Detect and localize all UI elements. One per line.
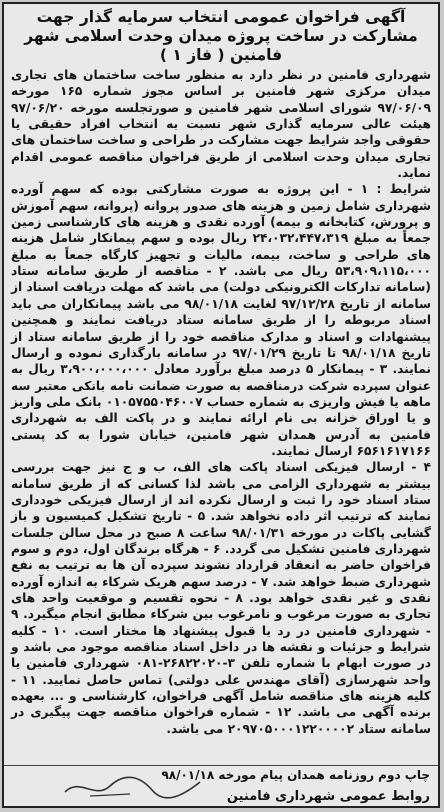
ad-footer (4, 765, 438, 806)
ad-conditions-continued-paragraph: ۴ - ارسال فیزیکی اسناد پاکت های الف، ب و ج نیز جهت بررسی بیشتر به شهرداری الزامی می باشد لذا کسانی که از طریق سامانه ستاد اسناد خود را ثبت و ارسال نکرده اند از ارسال فیزیکی خودداری نمایند که ترتیب اثر داده نخواهد شد. ۵ - تاریخ تشکیل کمیسیون و باز گشایی پاکات در مورخه ۹۸/۰۱/۳۱ ساعت ۸ صبح در محل سالن جلسات شهرداری فامنین تشکیل می گردد. ۶ - هرگاه برندگان اول، دوم و سوم فراخوان حاضر به انعقاد قرارداد نشوند سپرده آن ها به ترتیب به نفع شهرداری ضبط خواهد شد. ۷ - درصد سهم هریک شرکاء به اندازه آورده نقدی و غیر نقدی خواهد بود. ۸ - نحوه تقسیم و موقعیت واحد های تجاری به صورت مرغوب و نامرغوب بین شرکاء مطابق انجام میگیرد. ۹ - شهرداری فامنین در رد یا قبول پیشنهاد ها مختار است. ۱۰ - کلیه شرایط و جزئیات و نقشه ها در داخل اسناد مناقصه موجود می باشد و در صورت ابهام با شماره تلفن ۳-۲۶۸۲۲۰۲۰-۰۸۱ شهرداری فامنین یا واحد شهرسازی (آقای مهندس علی دولتی) تماس حاصل نمایید. ۱۱ - کلیه هزینه های مناقصه شامل آگهی فراخوان، کارشناسی و ... بعهده برنده آگهی می باشد. ۱۲ - شماره فراخوان مناقصه جهت پیگیری در سامانه ستاد ۲۰۹۷۰۵۰۰۰۱۲۲۰۰۰۰۲ می باشد. (11, 460, 432, 736)
print-date-line: چاپ دوم روزنامه همدان پیام مورخه ۹۸/۰۱/۱۸ (161, 768, 430, 782)
ad-conditions-paragraph: شرایط : ۱ - این پروژه به صورت مشارکتی بوده که سهم آورده شهرداری شامل زمین و هزینه های صدور پروانه (پروانه، سهم آموزش و پرورش، کتابخانه و بیمه) آورده نقدی و هزینه های کارشناسی زمین جمعاً به مبلغ ۲۴،۰۳۲،۴۴۷،۳۱۹ ریال بوده و سهم پیمانکار شامل هزینه های طراحی و ساخت، بیمه، مالیات و تجهیز کارگاه جمعاً به مبلغ ۵۳،۹۰۹،۱۱۵،۰۰۰ ریال می باشد. ۲ - مناقصه از طریق سامانه ستاد (سامانه تدارکات الکترونیکی دولت) می باشد که مهلت دریافت اسناد از سامانه از تاریخ ۹۷/۱۲/۲۸ لغایت ۹۸/۰۱/۱۸ می باشد پیمانکاران می باید اسناد مربوطه را از طریق سامانه ستاد دریافت نمایند و همچنین پیشنهادات و اسناد و مدارک مناقصه خود را از طریق سامانه ستاد از تاریخ ۹۸/۰۱/۱۸ تا تاریخ ۹۷/۰۱/۲۹ در سامانه بارگذاری نموده و ارسال نمایند. ۳ - پیمانکار ۵ درصد مبلغ برآورد معادل ۳،۹۰۰،۰۰۰،۰۰۰ ریال به عنوان سپرده شرکت درمناقصه به صورت ضمانت نامه بانکی معتبر سه ماهه یا فیش واریزی به شماره حساب ۰۱۰۵۷۵۵۰۴۶۰۰۷ بانک ملی واریز و یا اوراق خزانه بی نام ارائه نمایند و در پاکت الف به شهرداری فامنین به آدرس همدان شهر فامنین، خیابان شورا به کد پستی ۶۵۶۱۶۱۷۱۶۶ ارسال نمایند. (11, 182, 432, 458)
ad-intro-paragraph: شهرداری فامنین در نظر دارد به منظور ساخت ساختمان های تجاری میدان مرکزی شهر فامنین بر اساس مجوز شماره ۱۶۵ مورخه ۹۷/۰۶/۰۹ شورای اسلامی شهر فامنین و صورتجلسه مورخه ۹۷/۰۶/۲۰ هیئت عالی سرمایه گذاری شهر نسبت به انتخاب افراد حقیقی یا حقوقی واجد شرایط جهت مشارکت در طراحی و ساخت ساختمان های تجاری میدان وحدت اسلامی از طریق فراخوان مناقصه عمومی اقدام نماید. (11, 68, 432, 181)
public-relations-signature: روابط عمومی شهرداری فامنین (226, 789, 430, 804)
ad-body (4, 67, 438, 737)
handwritten-signature-mark (60, 772, 210, 802)
advertisement-clipping (2, 2, 440, 808)
ad-title: آگهی فراخوان عمومی انتخاب سرمایه گذار جهت مشارکت در ساخت پروژه میدان وحدت اسلامی شهر فامنین ( فاز ۱ ) (24, 8, 418, 64)
